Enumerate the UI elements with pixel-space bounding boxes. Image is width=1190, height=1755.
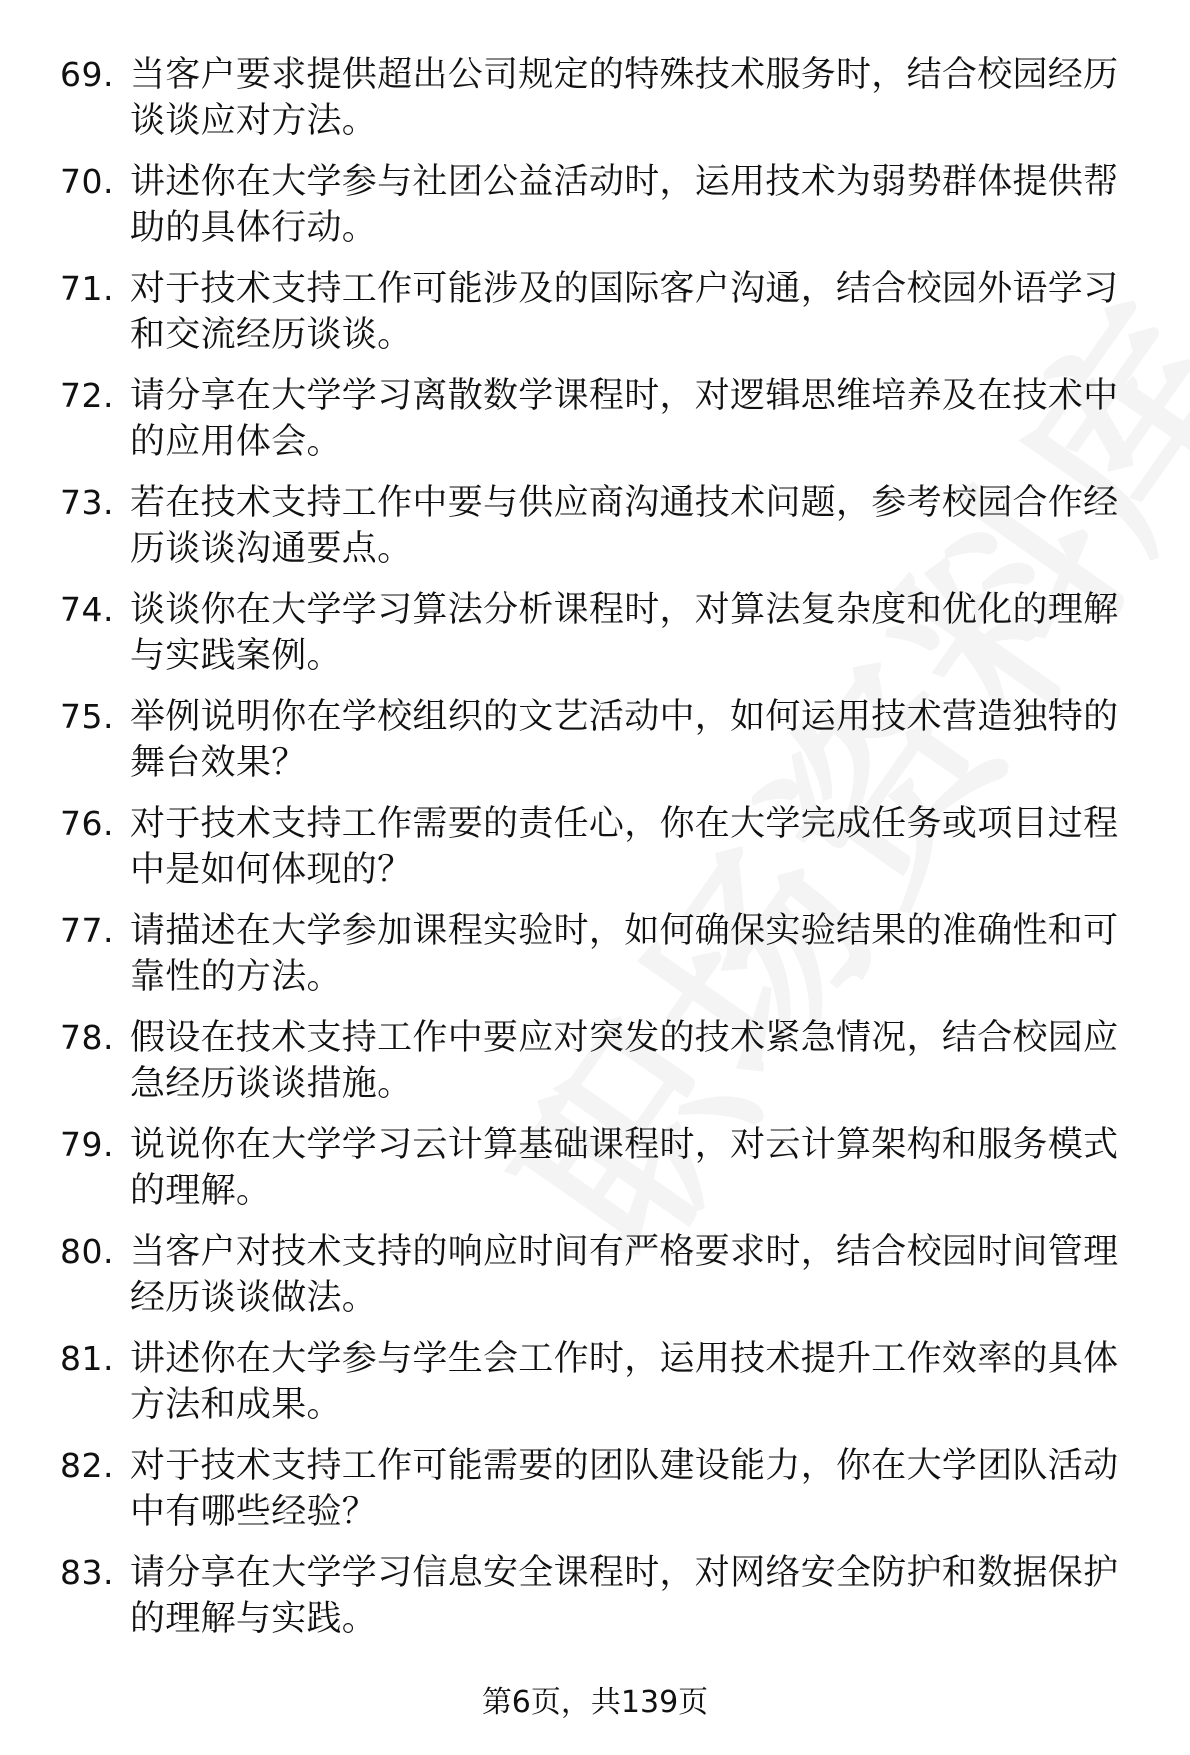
question-text: 当客户对技术支持的响应时间有严格要求时，结合校园时间管理经历谈谈做法。 <box>130 1232 1119 1318</box>
question-item <box>60 1336 1150 1443</box>
question-text: 请描述在大学参加课程实验时，如何确保实验结果的准确性和可靠性的方法。 <box>130 911 1119 997</box>
question-number: 76. <box>60 804 114 843</box>
question-text: 对于技术支持工作需要的责任心，你在大学完成任务或项目过程中是如何体现的？ <box>130 804 1119 890</box>
question-number: 83. <box>60 1553 114 1592</box>
question-item <box>60 266 1150 373</box>
question-text: 假设在技术支持工作中要应对突发的技术紧急情况，结合校园应急经历谈谈措施。 <box>130 1018 1119 1104</box>
question-text: 对于技术支持工作可能需要的团队建设能力，你在大学团队活动中有哪些经验？ <box>130 1446 1119 1532</box>
page-number-label: 第6页，共139页 <box>481 1685 709 1720</box>
question-item <box>60 694 1150 801</box>
question-text: 讲述你在大学参与社团公益活动时，运用技术为弱势群体提供帮助的具体行动。 <box>130 162 1119 248</box>
question-text: 举例说明你在学校组织的文艺活动中，如何运用技术营造独特的舞台效果？ <box>130 697 1119 783</box>
question-text: 当客户要求提供超出公司规定的特殊技术服务时，结合校园经历谈谈应对方法。 <box>130 55 1119 141</box>
question-text: 对于技术支持工作可能涉及的国际客户沟通，结合校园外语学习和交流经历谈谈。 <box>130 269 1119 355</box>
question-text: 请分享在大学学习离散数学课程时，对逻辑思维培养及在技术中的应用体会。 <box>130 376 1119 462</box>
question-number: 74. <box>60 590 114 629</box>
question-text: 若在技术支持工作中要与供应商沟通技术问题，参考校园合作经历谈谈沟通要点。 <box>130 483 1119 569</box>
question-item <box>60 1015 1150 1122</box>
question-item <box>60 52 1150 159</box>
question-item <box>60 1122 1150 1229</box>
question-number: 69. <box>60 55 114 94</box>
question-text: 谈谈你在大学学习算法分析课程时，对算法复杂度和优化的理解与实践案例。 <box>130 590 1119 676</box>
question-item <box>60 908 1150 1015</box>
question-text: 请分享在大学学习信息安全课程时，对网络安全防护和数据保护的理解与实践。 <box>130 1553 1119 1639</box>
question-number: 80. <box>60 1232 114 1271</box>
question-number: 75. <box>60 697 114 736</box>
question-number: 77. <box>60 911 114 950</box>
question-item <box>60 587 1150 694</box>
question-number: 79. <box>60 1125 114 1164</box>
question-item <box>60 373 1150 480</box>
question-number: 71. <box>60 269 114 308</box>
question-number: 82. <box>60 1446 114 1485</box>
question-item <box>60 480 1150 587</box>
question-item <box>60 1550 1150 1657</box>
question-number: 78. <box>60 1018 114 1057</box>
question-list <box>60 52 1150 1657</box>
question-number: 70. <box>60 162 114 201</box>
question-item <box>60 801 1150 908</box>
question-item <box>60 1229 1150 1336</box>
question-number: 81. <box>60 1339 114 1378</box>
page-footer <box>0 1683 1190 1723</box>
question-text: 说说你在大学学习云计算基础课程时，对云计算架构和服务模式的理解。 <box>130 1125 1119 1211</box>
question-number: 72. <box>60 376 114 415</box>
question-item <box>60 1443 1150 1550</box>
question-number: 73. <box>60 483 114 522</box>
question-item <box>60 159 1150 266</box>
question-text: 讲述你在大学参与学生会工作时，运用技术提升工作效率的具体方法和成果。 <box>130 1339 1119 1425</box>
